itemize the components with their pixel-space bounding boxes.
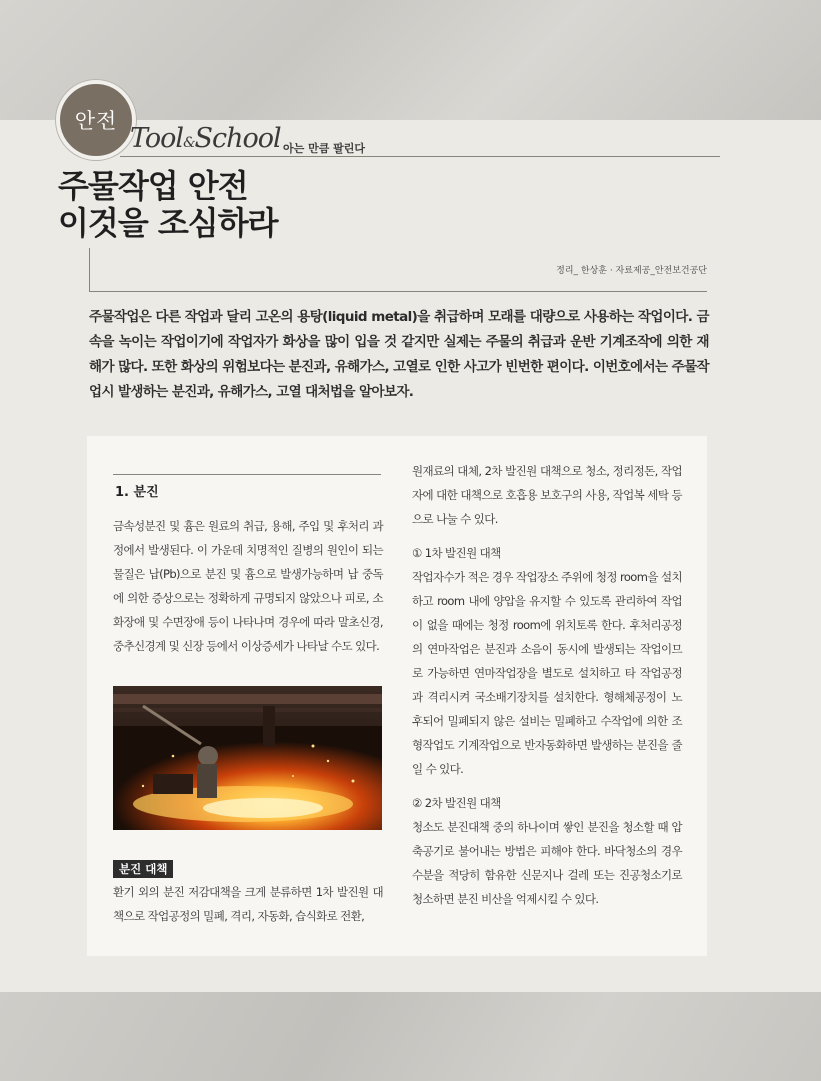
left-column — [113, 474, 383, 658]
series-ampersand: & — [183, 135, 195, 151]
series-subtitle: 아는 만큼 팔린다 — [283, 142, 366, 155]
credit-divider — [89, 291, 707, 292]
lead-paragraph: 주물작업은 다른 작업과 달리 고온의 용탕(liquid metal)을 취급하며 모래를 대량으로 사용하는 작업이다. 금속을 녹이는 작업이기에 작업자가 화상을 많이 입을 것 같지만 실제는 주물의 취급과 운반 기계조작에 의한 재해가 많다. 또한 화상의 위험보다는 분진과, 유해가스, 고열로 인한 사고가 빈번한 편이다. 이번호에서는 주물작업시 발생하는 분진과, 유해가스, 고열 대처법을 알아보자. — [89, 309, 709, 400]
section-tag: 분진 대책 — [113, 860, 173, 878]
title-line-1: 주물작업 안전 — [58, 167, 248, 205]
category-badge: 안전 — [56, 80, 136, 160]
section-body: 금속성분진 및 흄은 원료의 취급, 용해, 주입 및 후처리 과정에서 발생된다. 이 가운데 치명적인 질병의 원인이 되는 물질은 납(Pb)으로 분진 및 흄으로 발생가능하며 납 중독에 의한 증상으로는 정확하게 규명되지 않았으나 피로, 소화장애 및 수면장애 등이 나타나며 경우에 따라 말초신경, 중추신경계 및 신장 등에서 이상증세가 나타날 수도 있다. — [113, 519, 383, 653]
subsection-body-2: 청소도 분진대책 중의 하나이며 쌓인 분진을 청소할 때 압축공기로 불어내는 방법은 피해야 한다. 바닥청소의 경우 수분을 적당히 함유한 신문지나 걸레 또는 진공청소기로 청소하면 분진 비산을 억제시킬 수 있다. — [412, 820, 682, 906]
section-heading: 1. 분진 — [115, 485, 159, 500]
bottom-marble-background — [0, 992, 821, 1081]
right-column — [412, 459, 682, 911]
series-title-part1: Tool — [130, 123, 184, 154]
right-intro: 원재료의 대체, 2차 발진원 대책으로 청소, 정리정돈, 작업자에 대한 대책으로 호흡용 보호구의 사용, 작업복 세탁 등으로 나눌 수 있다. — [412, 464, 682, 526]
foundry-photo — [113, 686, 382, 830]
left-column-continued — [113, 880, 383, 928]
section-rule — [113, 474, 381, 475]
subsection-title-2: ② 2차 발진원 대책 — [412, 796, 501, 810]
subsection-title-1: ① 1차 발진원 대책 — [412, 546, 501, 560]
title-line-2: 이것을 조심하라 — [58, 204, 278, 242]
article-title — [58, 168, 278, 242]
credit-bracket — [89, 248, 90, 292]
article-credit: 정리_ 한상훈 · 자료제공_안전보건공단 — [556, 266, 707, 276]
series-title — [130, 123, 281, 154]
foundry-illustration — [113, 686, 382, 830]
series-title-part2: School — [194, 123, 281, 154]
subsection-body-1: 작업자수가 적은 경우 작업장소 주위에 청정 room을 설치하고 room 내에 양압을 유지할 수 있도록 관리하여 작업이 없을 때에는 청정 room에 위치토록 한다. 후처리공정의 연마작업은 분진과 소음이 동시에 발생되는 작업이므로 가능하면 연마작업장을 별도로 설치하고 타 작업공정과 격리시켜 국소배기장치를 설치한다. 형해체공정이 노후되어 밀폐되지 않은 설비는 밀폐하고 수작업에 의한 조형작업도 기계작업으로 반자동화하면 발생하는 분진을 줄일 수 있다. — [412, 570, 682, 776]
section-body-2: 환기 외의 분진 저감대책을 크게 분류하면 1차 발진원 대책으로 작업공정의 밀폐, 격리, 자동화, 습식화로 전환, — [113, 885, 383, 923]
title-divider — [120, 156, 720, 157]
